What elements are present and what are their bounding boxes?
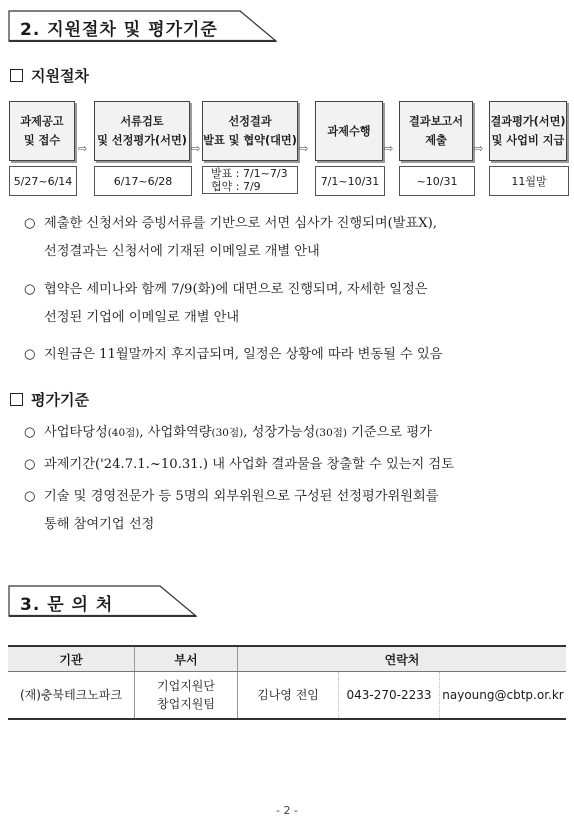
page-number: - 2 - <box>276 804 298 817</box>
circle-bullet-icon: ○ <box>24 489 36 504</box>
criteria-bullet-1 <box>24 419 564 447</box>
bullet-text: 협약은 세미나와 함께 7/9(화)에 대면으로 진행되며, 자세한 일정은 <box>44 282 428 297</box>
step-6-date: 11월말 <box>489 166 569 196</box>
step-label: 과제수행 <box>327 124 371 138</box>
bullet-text: 제출한 신청서와 증빙서류를 기반으로 서면 심사가 진행되며(발표X), <box>44 216 437 231</box>
step-6-box <box>489 101 567 161</box>
step-label: 및 선정평가(서면) <box>97 134 187 147</box>
step-4-date: 7/1~10/31 <box>315 166 385 196</box>
step-1-box <box>9 101 75 161</box>
contact-table <box>8 645 566 720</box>
step-label: 결과보고서 <box>408 115 464 128</box>
section-3-header <box>8 585 198 615</box>
dept-line: 창업지원팀 <box>157 697 215 711</box>
circle-bullet-icon: ○ <box>24 282 36 297</box>
step-3-box <box>202 101 298 161</box>
bullet-text: 지원금은 11월말까지 후지급되며, 일정은 상황에 따라 변동될 수 있음 <box>44 347 443 362</box>
criteria-points: (40점) <box>107 427 140 439</box>
step-2-box <box>94 101 190 161</box>
cell-phone: 043-270-2233 <box>339 672 440 720</box>
step-label: 선정결과 <box>228 115 272 128</box>
step-4-box <box>315 101 383 161</box>
criteria-points: (30점) <box>211 427 244 439</box>
criteria-title: 평가기준 <box>31 391 89 409</box>
procedure-title: 지원절차 <box>31 67 89 85</box>
arrow-right-icon: ⇨ <box>384 142 394 155</box>
section-2-title: 2. 지원절차 및 평가기준 <box>20 20 218 40</box>
cell-email[interactable]: nayoung@cbtp.or.kr <box>440 672 567 720</box>
step-5-date: ~10/31 <box>399 166 475 196</box>
arrow-right-icon: ⇨ <box>191 142 201 155</box>
cell-dept <box>135 672 238 720</box>
header-org: 기관 <box>8 646 135 672</box>
procedure-bullet-3 <box>24 341 564 369</box>
bullet-text: 선정된 기업에 이메일로 개별 안내 <box>44 310 240 325</box>
step-label: 과제공고 <box>20 115 64 128</box>
circle-bullet-icon: ○ <box>24 457 36 472</box>
criteria-text: , 사업화역량 <box>139 425 212 440</box>
criteria-text: 기술 및 경영전문가 등 5명의 외부위원으로 구성된 선정평가위원회를 <box>44 489 439 504</box>
criteria-text: , 성장가능성 <box>243 425 316 440</box>
table-row <box>8 672 566 720</box>
procedure-bullet-2 <box>24 276 564 332</box>
step-label: 서류검토 <box>120 115 164 128</box>
step-3-date-line2: 협약 : 7/9 <box>211 180 261 193</box>
criteria-bullet-3 <box>24 483 564 539</box>
checkbox-square-icon <box>10 393 23 406</box>
dept-line: 기업지원단 <box>157 679 215 693</box>
step-2-date: 6/17~6/28 <box>94 166 192 196</box>
step-label: 발표 및 협약(대면) <box>203 134 297 147</box>
step-3-date <box>202 166 298 194</box>
cell-org: (재)충북테크노파크 <box>8 672 135 720</box>
criteria-text: 과제기간('24.7.1.~10.31.) 내 사업화 결과물을 창출할 수 있는지 검토 <box>44 457 454 472</box>
circle-bullet-icon: ○ <box>24 347 36 362</box>
procedure-bullet-1 <box>24 210 564 266</box>
header-contact: 연락처 <box>238 646 567 672</box>
step-3-date-line1: 발표 : 7/1~7/3 <box>211 167 288 180</box>
cell-person: 김나영 전임 <box>238 672 339 720</box>
bullet-text: 선정결과는 신청서에 기재된 이메일로 개별 안내 <box>44 244 320 259</box>
procedure-heading <box>10 65 89 86</box>
step-label: 및 접수 <box>23 134 61 147</box>
criteria-text: 사업타당성 <box>44 425 108 440</box>
criteria-bullet-2 <box>24 451 564 479</box>
checkbox-square-icon <box>10 69 23 82</box>
arrow-right-icon: ⇨ <box>299 142 309 155</box>
criteria-text: 기준으로 평가 <box>347 425 432 440</box>
section-3-title: 3. 문 의 처 <box>20 595 114 615</box>
step-label: 제출 <box>425 134 447 147</box>
header-dept: 부서 <box>135 646 238 672</box>
arrow-right-icon: ⇨ <box>78 142 88 155</box>
step-1-date: 5/27~6/14 <box>9 166 77 196</box>
criteria-text: 통해 참여기업 선정 <box>44 517 155 532</box>
step-label: 결과평가(서면) <box>490 115 566 128</box>
table-header-row <box>8 646 566 672</box>
step-label: 및 사업비 지급 <box>491 134 565 147</box>
criteria-heading <box>10 389 89 410</box>
circle-bullet-icon: ○ <box>24 216 36 231</box>
circle-bullet-icon: ○ <box>24 425 36 440</box>
step-5-box <box>399 101 473 161</box>
criteria-points: (30점) <box>315 427 347 439</box>
section-2-header <box>8 10 278 40</box>
arrow-right-icon: ⇨ <box>474 142 484 155</box>
